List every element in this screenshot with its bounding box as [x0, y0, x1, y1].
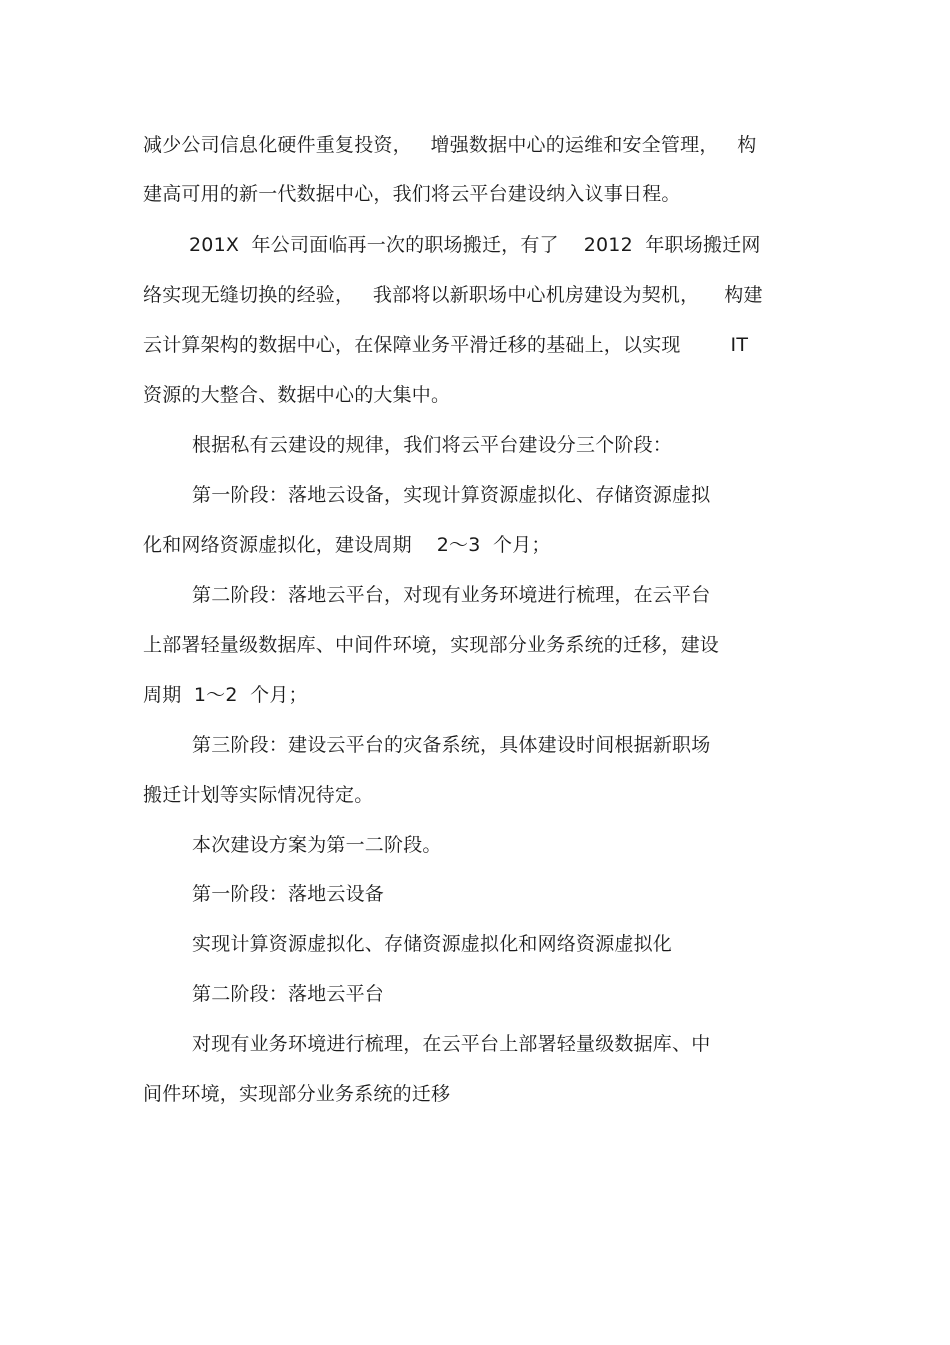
text-line: 搬迁计划等实际情况待定。: [143, 784, 374, 806]
text-line: 云计算架构的数据中心，在保障业务平滑迁移的基础上，以实现 IT: [143, 334, 749, 356]
text-line: 第二阶段：落地云平台: [192, 983, 385, 1005]
text-line: 对现有业务环境进行梳理，在云平台上部署轻量级数据库、中: [192, 1033, 711, 1055]
text-line: 化和网络资源虚拟化，建设周期 2～3 个月；: [143, 534, 551, 556]
text-line: 201X 年公司面临再一次的职场搬迁，有了 2012 年职场搬迁网: [189, 234, 761, 256]
text-line: 第一阶段：落地云设备: [192, 883, 385, 905]
text-line: 实现计算资源虚拟化、存储资源虚拟化和网络资源虚拟化: [192, 933, 673, 955]
text-line: 络实现无缝切换的经验， 我部将以新职场中心机房建设为契机， 构建: [143, 284, 763, 306]
text-line: 减少公司信息化硬件重复投资， 增强数据中心的运维和安全管理， 构: [143, 134, 757, 156]
text-line: 间件环境，实现部分业务系统的迁移: [143, 1083, 451, 1105]
text-line: 建高可用的新一代数据中心，我们将云平台建设纳入议事日程。: [143, 183, 681, 205]
text-line: 资源的大整合、数据中心的大集中。: [143, 384, 451, 406]
text-line: 根据私有云建设的规律，我们将云平台建设分三个阶段：: [192, 434, 673, 456]
text-line: 周期 1～2 个月；: [143, 684, 308, 706]
text-line: 第一阶段：落地云设备，实现计算资源虚拟化、存储资源虚拟: [192, 484, 711, 506]
text-line: 第二阶段：落地云平台，对现有业务环境进行梳理，在云平台: [192, 584, 711, 606]
text-line: 第三阶段：建设云平台的灾备系统，具体建设时间根据新职场: [192, 734, 711, 756]
text-line: 本次建设方案为第一二阶段。: [192, 834, 442, 856]
text-line: 上部署轻量级数据库、中间件环境，实现部分业务系统的迁移，建设: [143, 634, 720, 656]
